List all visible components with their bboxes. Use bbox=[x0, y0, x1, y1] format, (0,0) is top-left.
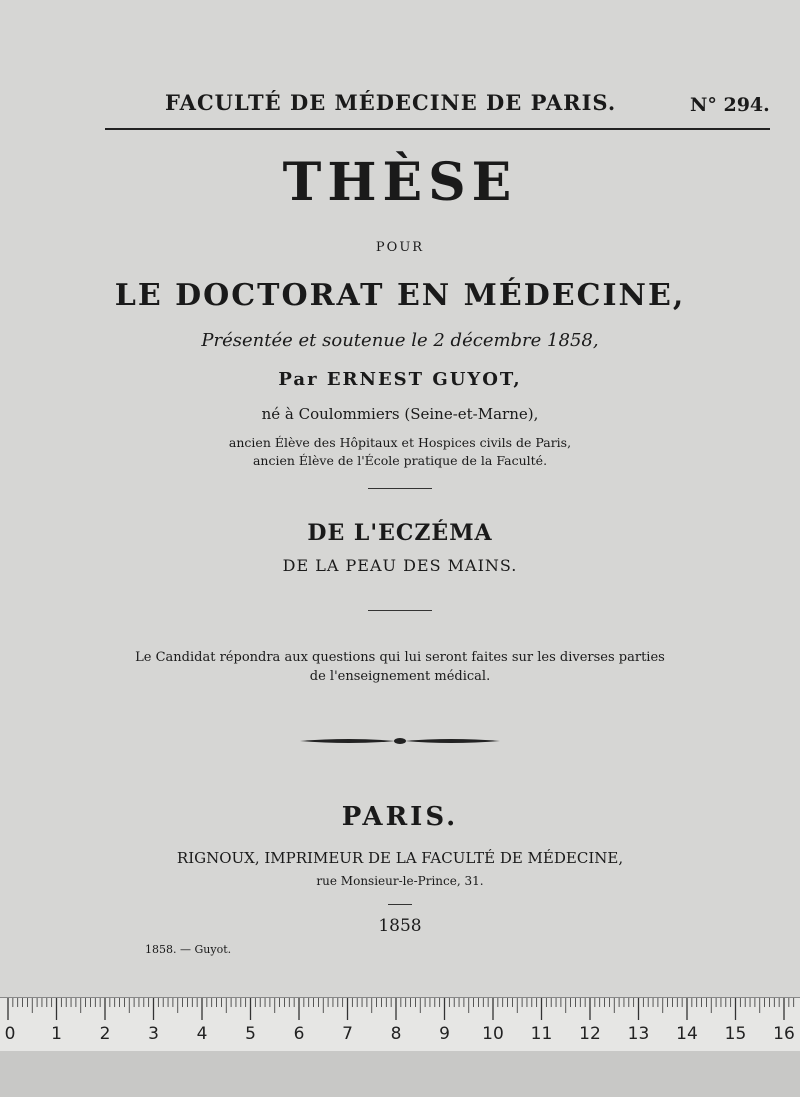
ornament-divider bbox=[300, 736, 500, 746]
degree-title: LE DOCTORAT EN MÉDECINE, bbox=[114, 278, 686, 313]
ruler-ticks bbox=[0, 998, 800, 1024]
thesis-number: N° 294. bbox=[690, 94, 770, 116]
thesis-title: THÈSE bbox=[282, 152, 518, 213]
section-divider bbox=[368, 610, 432, 611]
author-position-1: ancien Élève des Hôpitaux et Hospices civils de Paris, bbox=[228, 435, 572, 450]
printer-address: rue Monsieur-le-Prince, 31. bbox=[316, 874, 484, 888]
printer-name: RIGNOUX, IMPRIMEUR DE LA FACULTÉ DE MÉDECINE, bbox=[176, 849, 624, 867]
pour-label: POUR bbox=[375, 240, 425, 255]
ruler-number: 8 bbox=[390, 1024, 402, 1044]
ruler-number: 2 bbox=[99, 1024, 111, 1044]
ruler-number: 11 bbox=[530, 1024, 553, 1044]
subject-subtitle: DE LA PEAU DES MAINS. bbox=[282, 556, 518, 575]
header-rule bbox=[105, 128, 770, 130]
ruler-number: 7 bbox=[342, 1024, 353, 1044]
measuring-ruler bbox=[0, 997, 800, 1052]
section-divider bbox=[368, 488, 432, 489]
faculty-header: FACULTÉ DE MÉDECINE DE PARIS. bbox=[165, 90, 617, 115]
ruler-number: 10 bbox=[482, 1024, 504, 1044]
author-name: Par ERNEST GUYOT, bbox=[278, 369, 522, 390]
ruler-number: 1 bbox=[51, 1024, 62, 1044]
ruler-number: 5 bbox=[245, 1024, 256, 1044]
year-dash bbox=[388, 904, 412, 905]
ruler-number: 0 bbox=[4, 1024, 16, 1044]
presentation-date: Présentée et soutenue le 2 décembre 1858, bbox=[201, 330, 599, 351]
ruler-number: 16 bbox=[773, 1024, 795, 1044]
ruler-number: 3 bbox=[148, 1024, 159, 1044]
publication-city: PARIS. bbox=[341, 802, 459, 832]
candidate-note-line-1: Le Candidat répondra aux questions qui lui seront faites sur les diverses parties bbox=[135, 650, 665, 665]
ruler-number: 14 bbox=[676, 1024, 698, 1044]
author-position-2: ancien Élève de l'École pratique de la Faculté. bbox=[252, 453, 548, 468]
ruler-number: 13 bbox=[627, 1024, 650, 1044]
scan-background bbox=[0, 1051, 800, 1097]
ruler-number: 9 bbox=[439, 1024, 450, 1044]
ruler-number: 4 bbox=[196, 1024, 208, 1044]
subject-title: DE L'ECZÉMA bbox=[307, 520, 493, 546]
ruler-number: 15 bbox=[724, 1024, 747, 1044]
candidate-note-line-2: de l'enseignement médical. bbox=[309, 669, 491, 684]
author-birthplace: né à Coulommiers (Seine-et-Marne), bbox=[261, 405, 539, 423]
footer-signature: 1858. — Guyot. bbox=[145, 943, 232, 956]
publication-year: 1858 bbox=[378, 916, 422, 936]
ruler-number: 6 bbox=[293, 1024, 305, 1044]
ruler-number: 12 bbox=[579, 1024, 601, 1044]
